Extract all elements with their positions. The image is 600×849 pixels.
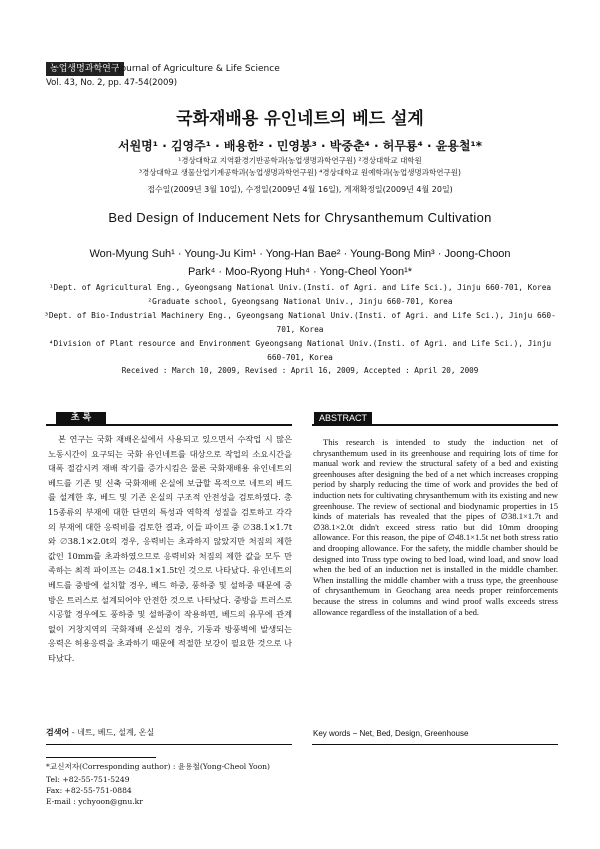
korean-affiliation-2: ³경상대학교 생물산업기계공학과(농업생명과학연구원) ⁴경상대학교 원예학과(농업생명과학연구원)	[139, 168, 461, 177]
korean-authors: 서원명¹ · 김영주¹ · 배용한² · 민영봉³ · 박중춘⁴ · 허무룡⁴ · 윤용철¹*	[118, 139, 482, 153]
english-affiliation-4: ⁴Division of Plant resource and Environment Gyeongsang National Univ.(Insti. of Agri. and Life Sci.), Jinju 660-701, Korea	[48, 339, 552, 362]
footnote-rule	[46, 757, 156, 758]
english-authors	[40, 245, 560, 281]
english-title: Bed Design of Inducement Nets for Chrysanthemum Cultivation	[108, 210, 492, 225]
english-abstract-body: This research is intended to study the induction net of chrysanthemum used in its greenhouse and requiring lots of time for manual work and review the structural safety of a bed and existing greenhouses after designing the bed of a net which increases cropping period by sharply reducing the time of work and provides the bed of induction nets for cultivating chrysanthemum with its existing and new greenhouse. The review of sectional and biodynamic properties in 15 kinds of materials has revealed that the pipes of ∅38.1×1.7t and ∅38.1×2.0t didn't exceed stress ratio but did 10mm drooping allowance. For this reason, the pipe of ∅48.1×1.5t net both stress ratio and drooping allowance. For the safety, the middle chamber should be designed into Truss type owing to bed load, wind load, and snow load when the bed of an induction net is installed in the middle chamber. When installing the middle chamber with a truss type, the greenhouse of chrysanthemum in Geochang area needs proper reinforcements because the stress in columns and wind proof walls exceeds stress allowance regardless of the installation of a bed.	[313, 437, 558, 617]
corresponding-author: *교신저자(Corresponding author) : 윤용철(Yong-Cheol Yoon)	[46, 762, 270, 771]
journal-volume: Vol. 43, No. 2, pp. 47-54(2009)	[46, 78, 178, 88]
english-keywords-values: − Net, Bed, Design, Greenhouse	[350, 729, 469, 738]
english-affiliation-3: ³Dept. of Bio-Industrial Machinery Eng., Gyeongsang National Univ.(Insti. of Agri. and Life Sci.), Jinju 660-701, Korea	[44, 311, 556, 334]
english-authors-line-1: Won-Myung Suh¹ · Young-Ju Kim¹ · Yong-Han Bae² · Young-Bong Min³ · Joong-Choon	[89, 248, 511, 260]
journal-name: Journal of Agriculture & Life Science	[118, 64, 280, 74]
korean-title: 국화재배용 유인네트의 베드 설계	[176, 109, 424, 129]
corresponding-email: E-mail : ychyoon@gnu.kr	[46, 797, 143, 806]
english-authors-line-2: Park⁴ · Moo-Ryong Huh⁴ · Yong-Cheol Yoon¹*	[187, 266, 413, 278]
korean-keywords	[46, 727, 292, 738]
korean-keywords-values: - 네트, 베드, 설계, 온실	[69, 728, 155, 737]
english-affiliation-1: ¹Dept. of Agricultural Eng., Gyeongsang National Univ.(Insti. of Agri. and Life Sci.), Jinju 660-701, Korea	[48, 283, 552, 292]
english-keywords	[313, 729, 559, 738]
korean-dates: 접수일(2009년 3월 10일), 수정일(2009년 4월 16일), 게재확정일(2009년 4월 20일)	[147, 185, 453, 194]
korean-abstract-body: 본 연구는 국화 재배온실에서 사용되고 있으면서 수작업 시 많은 노동시간이 요구되는 국화 유인네트를 대상으로 작업의 소요시간을 대폭 절감시켜 재배 작기를 증가시킴은 물론 국화재배용 유인네트의 베드를 기존 및 신축 국화재배 온실에 보급할 목적으로 네트의 베드를 설계한 후, 베드 및 기존 온실의 구조적 안전성을 검토하였다. 총 15종류의 부재에 대한 단면의 특성과 역학적 성질을 검토하고 각각의 부재에 대한 응력비를 검토한 결과, 이들 파이프 중 ∅38.1×1.7t와 ∅38.1×2.0t의 경우, 응력비는 초과하지 않았지만 처짐의 제한 값인 10mm를 초과하였으므로 응력비와 처짐의 제한 값을 모두 만족하는 최적 파이프는 ∅48.1×1.5t인 것으로 나타났다. 유인네트의 베드를 중방에 설치할 경우, 베드 하중, 풍하중 및 설하중 때문에 중방은 트러스로 설계되어야 안전한 것으로 나타났다. 중방을 트러스로 시공할 경우에도 풍하중 및 설하중이 작용하면, 베드의 유무에 관계없이 거창지역의 국화재배 온실의 경우, 기둥과 방풍벽에 발생되는 응력은 허용응력을 초과하기 때문에 적절한 보강이 필요한 것으로 나타났다.	[48, 434, 292, 663]
received-dates: Received : March 10, 2009, Revised : April 16, 2009, Accepted : April 20, 2009	[121, 366, 479, 375]
journal-badge: 농업생명과학연구	[46, 62, 124, 76]
korean-abstract-heading: 초 록	[56, 412, 106, 425]
korean-keywords-label: 검색어	[46, 728, 70, 737]
english-affiliation-2: ²Graduate school, Gyeongsang National Univ., Jinju 660-701, Korea	[147, 297, 453, 306]
corresponding-fax: Fax: +82-55-751-0884	[46, 786, 132, 795]
korean-affiliation-1: ¹경상대학교 지역환경기반공학과(농업생명과학연구원) ²경상대학교 대학원	[178, 156, 422, 165]
english-abstract-heading: ABSTRACT	[314, 412, 372, 425]
corresponding-tel: Tel: +82-55-751-5249	[46, 775, 130, 784]
english-keywords-label: Key words	[313, 729, 351, 738]
